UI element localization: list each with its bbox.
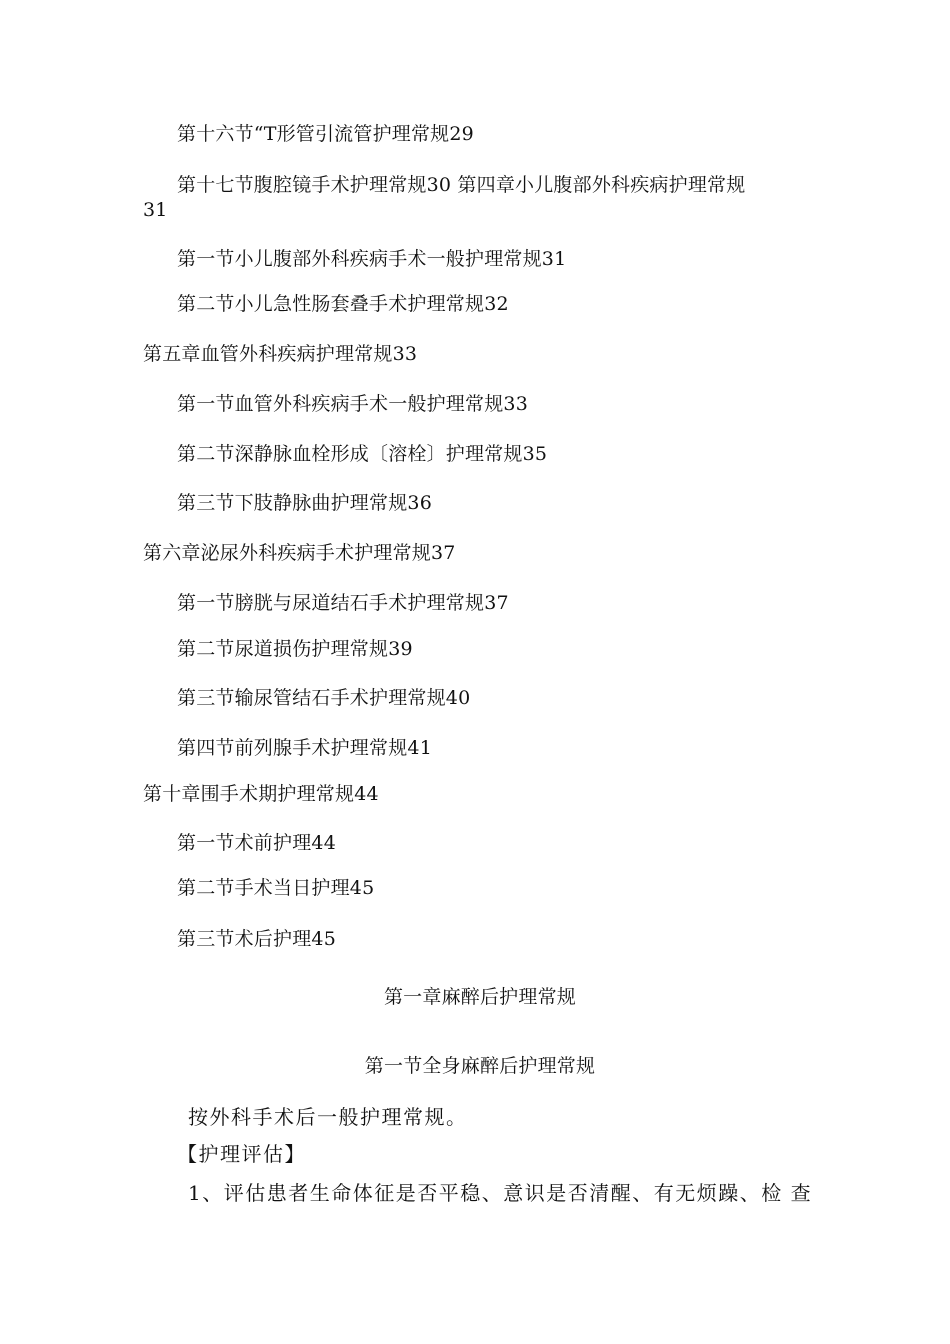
toc-entry-section-17: 第十七节腹腔镜手术护理常规30 第四章小儿腹部外科疾病护理常规 [177,174,746,196]
toc-entry-ch6-section-1: 第一节膀胱与尿道结石手术护理常规37 [177,592,509,614]
toc-entry-ch5-section-3: 第三节下肢静脉曲护理常规36 [177,492,432,514]
chapter-title: 第一章麻醉后护理常规 [383,986,576,1008]
toc-entry-ch6-section-2: 第二节尿道损伤护理常规39 [177,638,413,660]
paragraph-general-care: 按外科手术后一般护理常规。 [188,1105,468,1129]
toc-entry-ch4-section-1: 第一节小儿腹部外科疾病手术一般护理常规31 [177,248,567,270]
heading-nursing-assessment: 【护理评估】 [177,1142,306,1166]
toc-entry-ch10-section-1: 第一节术前护理44 [177,832,336,854]
toc-entry-ch10-section-2: 第二节手术当日护理45 [177,877,375,899]
toc-entry-ch5-section-1: 第一节血管外科疾病手术一般护理常规33 [177,393,528,415]
assessment-item-1: 1、评估患者生命体征是否平稳、意识是否清醒、有无烦躁、检 查 [188,1181,813,1205]
toc-entry-chapter-6: 第六章泌尿外科疾病手术护理常规37 [143,542,456,564]
toc-entry-ch6-section-3: 第三节输尿管结石手术护理常规40 [177,687,471,709]
toc-entry-section-16: 第十六节“T形管引流管护理常规29 [177,123,474,145]
section-title: 第一节全身麻醉后护理常规 [364,1055,596,1077]
toc-entry-ch6-section-4: 第四节前列腺手术护理常规41 [177,737,432,759]
toc-entry-chapter-5: 第五章血管外科疾病护理常规33 [143,343,418,365]
toc-entry-ch10-section-3: 第三节术后护理45 [177,928,336,950]
toc-entry-chapter-10: 第十章围手术期护理常规44 [143,783,379,805]
toc-entry-ch4-section-2: 第二节小儿急性肠套叠手术护理常规32 [177,293,509,315]
toc-entry-section-17-page: 31 [143,199,168,221]
toc-entry-ch5-section-2: 第二节深静脉血栓形成〔溶栓〕护理常规35 [177,443,548,465]
